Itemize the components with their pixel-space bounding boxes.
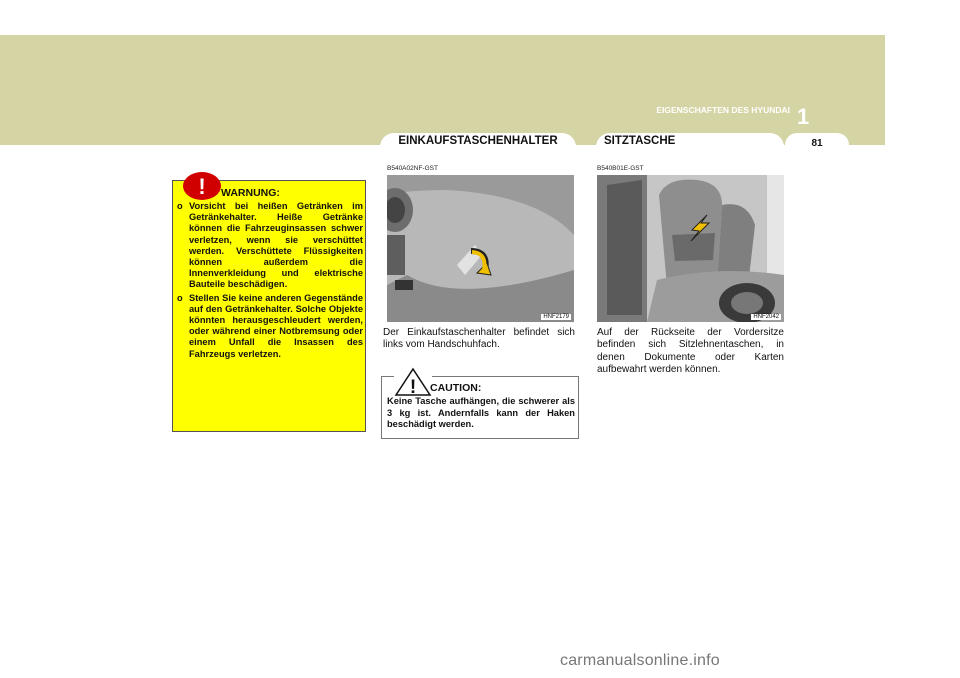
warning-text: Vorsicht bei heißen Getränken im Getränkehalter. Heiße Getränke können die Fahrzeuginsassen schwer verletzen, wenn sie verschüttet werden. Verschüttete Flüssigkeiten können außerdem die Innenverkleidung und elektrische Bauteile beschädigen. <box>189 201 363 290</box>
warning-text: Stellen Sie keine anderen Gegenstände auf den Getränkehalter. Solche Objekte könnten herausgeschleudert werden, oder während einer Notbremsung oder einem Unfall die Insassen des Fahrzeugs verletzen. <box>189 292 363 359</box>
bag-holder-image-label: HNF2179 <box>543 314 569 320</box>
warning-bullet: o <box>177 201 183 211</box>
heading-bag-holder: EINKAUFSTASCHENHALTER <box>380 133 576 157</box>
heading-seat-pocket: SITZTASCHE <box>596 133 784 157</box>
warning-title: WARNUNG: <box>221 187 280 199</box>
warning-bullet: o <box>177 292 183 303</box>
exclamation-icon <box>182 171 222 201</box>
caution-text: Keine Tasche aufhängen, die schwerer als 3 kg ist. Andernfalls kann der Haken beschädigt werden. <box>387 396 575 429</box>
bag-holder-code: B540A02NF-GST <box>387 165 438 172</box>
warning-item <box>177 293 363 360</box>
section-number: 1 <box>797 104 810 129</box>
caution-title: CAUTION: <box>430 382 482 394</box>
warning-item <box>177 201 363 291</box>
seat-pocket-image-label: HNF2042 <box>753 314 779 320</box>
warning-triangle-icon <box>394 367 432 397</box>
bag-holder-photo <box>387 175 574 322</box>
seat-pocket-illustration <box>597 175 784 322</box>
warning-list <box>177 201 363 362</box>
svg-text:!: ! <box>409 377 417 397</box>
seat-pocket-code: B540B01E-GST <box>597 165 644 172</box>
watermark: carmanualsonline.info <box>560 652 720 669</box>
warning-box <box>172 174 366 432</box>
bag-holder-text: Der Einkaufstaschenhalter befindet sich links vom Handschuhfach. <box>383 327 575 351</box>
page-number: 81 <box>785 133 849 157</box>
header-band <box>0 35 885 145</box>
svg-text:!: ! <box>198 174 206 199</box>
seat-pocket-photo <box>597 175 784 322</box>
seat-pocket-text: Auf der Rückseite der Vordersitze befinden sich Sitzlehnentaschen, in denen Dokumente oder Karten aufbewahrt werden können. <box>597 327 784 375</box>
section-title: EIGENSCHAFTEN DES HYUNDAI <box>656 105 790 115</box>
bag-holder-illustration <box>387 175 574 322</box>
caution-box <box>381 376 579 439</box>
